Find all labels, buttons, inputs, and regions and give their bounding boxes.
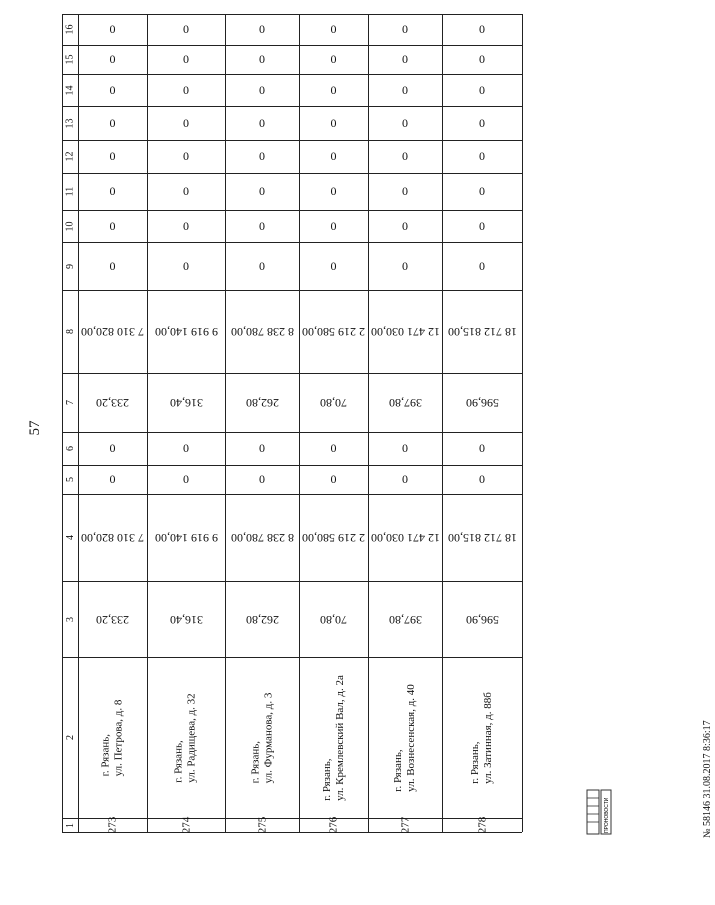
row-id: 274 — [180, 816, 192, 834]
column-number-5 — [62, 465, 78, 494]
column-number-label: 4 — [64, 535, 76, 540]
cell-value: 18 712 815,00 — [447, 325, 517, 339]
value-cell-col-7 — [442, 373, 522, 432]
column-number-8 — [62, 290, 78, 373]
address-line: ул. Кремлевский Вал, д. 2а — [333, 674, 346, 801]
value-cell-col-5 — [225, 465, 299, 494]
value-cell-col-5 — [78, 465, 147, 494]
column-number-label: 9 — [64, 263, 76, 269]
cell-value: 596,90 — [465, 612, 499, 627]
address-line: г. Рязань, — [249, 740, 261, 783]
address-line: ул. Петрова, д. 8 — [112, 699, 125, 776]
cell-value: 7 310 820,00 — [81, 325, 144, 339]
cell-value: 70,80 — [320, 612, 347, 627]
value-cell-col-9 — [147, 242, 225, 290]
value-cell-col-7 — [78, 373, 147, 432]
address-cell — [299, 657, 368, 818]
cell-value: 2 219 580,00 — [302, 325, 365, 339]
value-cell-col-14 — [78, 74, 147, 106]
column-number-7 — [62, 373, 78, 432]
row-id: 275 — [256, 816, 268, 834]
value-cell-col-8 — [299, 290, 368, 373]
value-cell-col-3 — [147, 581, 225, 657]
column-number-11 — [62, 173, 78, 210]
cell-value: 0 — [330, 472, 337, 486]
value-cell-col-15 — [78, 45, 147, 74]
value-cell-col-15 — [442, 45, 522, 74]
value-cell-col-3 — [442, 581, 522, 657]
value-cell-col-12 — [442, 140, 522, 173]
column-number-label: 5 — [64, 477, 76, 482]
cell-value: 0 — [109, 149, 116, 163]
cell-value: 0 — [330, 184, 337, 198]
value-cell-col-13 — [225, 106, 299, 140]
value-cell-col-13 — [78, 106, 147, 140]
value-cell-col-12 — [299, 140, 368, 173]
cell-value: 0 — [183, 149, 189, 163]
value-cell-col-11 — [147, 173, 225, 210]
cell-value: 0 — [330, 149, 337, 163]
value-cell-col-6 — [299, 432, 368, 465]
value-cell-col-10 — [225, 210, 299, 242]
cell-value: 0 — [479, 258, 485, 273]
value-cell-col-7 — [147, 373, 225, 432]
value-cell-col-5 — [147, 465, 225, 494]
cell-value: 0 — [109, 22, 116, 36]
value-cell-col-3 — [368, 581, 442, 657]
column-divider — [62, 832, 522, 833]
value-cell-col-16 — [299, 14, 368, 45]
address-cell — [78, 657, 147, 818]
cell-value: 0 — [479, 441, 485, 455]
value-cell-col-4 — [299, 494, 368, 581]
value-cell-col-11 — [442, 173, 522, 210]
address-cell — [147, 657, 225, 818]
value-cell-col-15 — [225, 45, 299, 74]
row-id-cell — [78, 818, 147, 832]
value-cell-col-7 — [225, 373, 299, 432]
address-line: ул. Вознесенская, д. 40 — [405, 683, 417, 792]
value-cell-col-8 — [225, 290, 299, 373]
cell-value: 0 — [109, 82, 116, 97]
value-cell-col-4 — [78, 494, 147, 581]
value-cell-col-14 — [368, 74, 442, 106]
value-cell-col-16 — [78, 14, 147, 45]
address — [392, 684, 418, 792]
cell-value: 0 — [402, 258, 408, 273]
column-number-label: 2 — [64, 735, 76, 740]
address-line: г. Рязань, — [173, 739, 185, 783]
address-line: г. Рязань, — [392, 748, 404, 792]
cell-value: 0 — [109, 472, 116, 486]
cell-value: 0 — [402, 82, 408, 97]
cell-value: 8 238 780,00 — [230, 325, 294, 339]
cell-value: 9 919 140,00 — [154, 325, 218, 339]
column-number-label: 12 — [64, 151, 76, 162]
cell-value: 0 — [183, 52, 189, 66]
cell-value: 18 712 815,00 — [447, 531, 517, 545]
cell-value: 0 — [479, 82, 485, 97]
cell-value: 0 — [330, 52, 337, 66]
row-id-cell — [442, 818, 522, 832]
address — [173, 693, 199, 782]
cell-value: 0 — [183, 258, 189, 273]
cell-value: 397,80 — [388, 612, 422, 627]
cell-value: 0 — [259, 22, 265, 36]
value-cell-col-10 — [78, 210, 147, 242]
row-id: 273 — [106, 816, 119, 834]
cell-value: 0 — [183, 218, 189, 233]
cell-value: 0 — [109, 218, 116, 233]
cell-value: 0 — [402, 22, 408, 36]
address-line: г. Рязань, — [320, 757, 333, 801]
cell-value: 0 — [183, 184, 189, 198]
column-number-label: 10 — [64, 221, 76, 231]
value-cell-col-15 — [147, 45, 225, 74]
value-cell-col-3 — [225, 581, 299, 657]
cell-value: 12 471 030,00 — [370, 531, 440, 545]
value-cell-col-4 — [147, 494, 225, 581]
value-cell-col-4 — [442, 494, 522, 581]
value-cell-col-11 — [299, 173, 368, 210]
cell-value: 262,80 — [245, 612, 279, 627]
cell-value: 9 919 140,00 — [154, 531, 218, 545]
value-cell-col-14 — [225, 74, 299, 106]
row-id-cell — [147, 818, 225, 832]
value-cell-col-3 — [299, 581, 368, 657]
column-number-label: 7 — [64, 400, 76, 405]
value-cell-col-12 — [78, 140, 147, 173]
value-cell-col-8 — [368, 290, 442, 373]
cell-value: 0 — [330, 82, 337, 97]
cell-value: 0 — [109, 258, 116, 273]
address-cell — [442, 657, 522, 818]
cell-value: 0 — [183, 82, 189, 97]
cell-value: 0 — [259, 115, 265, 130]
column-number-12 — [62, 140, 78, 173]
value-cell-col-10 — [368, 210, 442, 242]
cell-value: 0 — [479, 22, 485, 36]
cell-value: 596,90 — [465, 396, 499, 410]
column-number-label: 16 — [64, 24, 76, 35]
column-number-label: 14 — [64, 85, 76, 95]
value-cell-col-8 — [78, 290, 147, 373]
value-cell-col-16 — [368, 14, 442, 45]
value-cell-col-15 — [368, 45, 442, 74]
column-number-2 — [62, 657, 78, 818]
cell-value: 0 — [330, 258, 337, 273]
column-number-6 — [62, 432, 78, 465]
row-divider — [522, 14, 523, 832]
value-cell-col-11 — [368, 173, 442, 210]
address-cell — [368, 657, 442, 818]
cell-value: 0 — [479, 149, 485, 163]
cell-value: 0 — [479, 184, 485, 198]
value-cell-col-5 — [299, 465, 368, 494]
cell-value: 0 — [183, 441, 189, 455]
cell-value: 0 — [402, 472, 408, 486]
registration-footer: № 58146 31.08.2017 8:36:17 — [701, 720, 713, 838]
cell-value: 233,20 — [96, 396, 129, 410]
row-id: 276 — [327, 816, 340, 834]
value-cell-col-16 — [225, 14, 299, 45]
value-cell-col-7 — [368, 373, 442, 432]
value-cell-col-11 — [78, 173, 147, 210]
value-cell-col-10 — [299, 210, 368, 242]
value-cell-col-12 — [368, 140, 442, 173]
cell-value: 0 — [330, 115, 337, 130]
value-cell-col-6 — [442, 432, 522, 465]
value-cell-col-9 — [368, 242, 442, 290]
value-cell-col-10 — [442, 210, 522, 242]
value-cell-col-9 — [78, 242, 147, 290]
column-number-label: 11 — [64, 186, 76, 197]
column-number-16 — [62, 14, 78, 45]
column-number-label: 3 — [64, 616, 76, 622]
column-number-14 — [62, 74, 78, 106]
column-number-label: 1 — [64, 822, 76, 828]
value-cell-col-12 — [147, 140, 225, 173]
value-cell-col-14 — [299, 74, 368, 106]
value-cell-col-13 — [147, 106, 225, 140]
row-id-cell — [368, 818, 442, 832]
cell-value: 0 — [402, 52, 408, 66]
cell-value: 0 — [479, 115, 485, 130]
value-cell-col-10 — [147, 210, 225, 242]
stamp-text: ПРОНОВОСТИ — [604, 797, 610, 833]
column-number-label: 8 — [64, 329, 76, 334]
cell-value: 0 — [402, 441, 408, 455]
cell-value: 0 — [259, 52, 265, 66]
address-line: ул. Радищева, д. 32 — [186, 692, 198, 783]
value-cell-col-15 — [299, 45, 368, 74]
value-cell-col-7 — [299, 373, 368, 432]
cell-value: 0 — [109, 52, 116, 66]
value-cell-col-5 — [442, 465, 522, 494]
address-cell — [225, 657, 299, 818]
address — [249, 692, 275, 783]
value-cell-col-4 — [225, 494, 299, 581]
value-cell-col-6 — [368, 432, 442, 465]
cell-value: 0 — [330, 22, 337, 36]
cell-value: 0 — [479, 472, 485, 486]
value-cell-col-9 — [225, 242, 299, 290]
cell-value: 0 — [259, 82, 265, 97]
value-cell-col-6 — [225, 432, 299, 465]
page-number: 57 — [26, 420, 43, 436]
address-line: ул. Затинная, д. 88б — [482, 691, 494, 784]
cell-value: 8 238 780,00 — [230, 531, 294, 545]
value-cell-col-13 — [442, 106, 522, 140]
cell-value: 0 — [479, 52, 485, 66]
cell-value: 0 — [402, 218, 408, 233]
column-number-13 — [62, 106, 78, 140]
cell-value: 70,80 — [320, 396, 347, 410]
cell-value: 2 219 580,00 — [302, 531, 365, 545]
column-number-15 — [62, 45, 78, 74]
value-cell-col-16 — [442, 14, 522, 45]
value-cell-col-11 — [225, 173, 299, 210]
cell-value: 0 — [479, 218, 485, 233]
value-cell-col-6 — [147, 432, 225, 465]
column-number-label: 6 — [64, 446, 76, 451]
value-cell-col-14 — [147, 74, 225, 106]
column-number-label: 15 — [64, 54, 76, 65]
cell-value: 0 — [259, 149, 265, 163]
cell-value: 0 — [183, 115, 189, 130]
value-cell-col-13 — [368, 106, 442, 140]
column-number-9 — [62, 242, 78, 290]
cell-value: 316,40 — [169, 612, 203, 627]
value-cell-col-9 — [299, 242, 368, 290]
address — [100, 699, 126, 776]
value-cell-col-6 — [78, 432, 147, 465]
value-cell-col-5 — [368, 465, 442, 494]
column-number-1 — [62, 818, 78, 832]
address — [321, 675, 347, 801]
cell-value: 0 — [330, 218, 337, 233]
cell-value: 0 — [183, 22, 189, 36]
cell-value: 12 471 030,00 — [370, 325, 440, 339]
value-cell-col-3 — [78, 581, 147, 657]
cell-value: 0 — [402, 184, 408, 198]
row-id-cell — [299, 818, 368, 832]
cell-value: 0 — [259, 218, 265, 233]
cell-value: 0 — [109, 441, 116, 455]
value-cell-col-14 — [442, 74, 522, 106]
cell-value: 0 — [402, 115, 408, 130]
row-id-cell — [225, 818, 299, 832]
address-line: г. Рязань, — [469, 740, 481, 784]
cell-value: 0 — [109, 115, 116, 130]
cell-value: 7 310 820,00 — [81, 531, 144, 545]
cell-value: 0 — [330, 441, 337, 455]
cell-value: 0 — [402, 149, 408, 163]
cell-value: 0 — [259, 258, 265, 273]
cell-value: 262,80 — [245, 396, 279, 410]
address-line: ул. Фурманова, д. 3 — [262, 692, 274, 783]
value-cell-col-8 — [147, 290, 225, 373]
column-number-3 — [62, 581, 78, 657]
column-number-label: 13 — [64, 118, 76, 128]
column-number-4 — [62, 494, 78, 581]
value-cell-col-16 — [147, 14, 225, 45]
value-cell-col-13 — [299, 106, 368, 140]
value-cell-col-8 — [442, 290, 522, 373]
cell-value: 0 — [183, 472, 189, 486]
cell-value: 0 — [259, 441, 265, 455]
address-line: г. Рязань, — [99, 733, 112, 776]
cell-value: 316,40 — [169, 396, 203, 410]
column-number-10 — [62, 210, 78, 242]
cell-value: 233,20 — [96, 612, 129, 627]
cell-value: 397,80 — [388, 396, 422, 410]
value-cell-col-4 — [368, 494, 442, 581]
cell-value: 0 — [109, 184, 116, 198]
cell-value: 0 — [259, 184, 265, 198]
row-id: 278 — [476, 816, 488, 834]
address — [469, 692, 495, 784]
value-cell-col-12 — [225, 140, 299, 173]
notary-stamp-icon — [583, 788, 619, 836]
cell-value: 0 — [259, 472, 265, 486]
row-id: 277 — [399, 816, 411, 834]
value-cell-col-9 — [442, 242, 522, 290]
